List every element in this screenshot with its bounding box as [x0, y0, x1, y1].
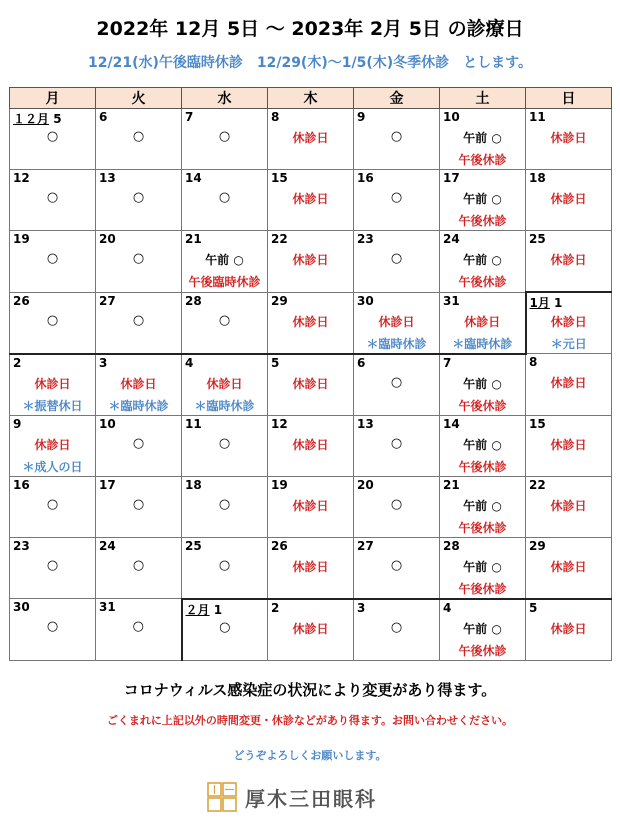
- day-value: 1: [213, 602, 223, 617]
- day-value: 4: [443, 600, 452, 615]
- status-label: 休診日: [292, 253, 329, 267]
- status-label: 休診日: [550, 376, 587, 390]
- status-label: 休診日: [550, 131, 587, 145]
- calendar-day-cell: [268, 415, 354, 476]
- status-label: 休診日: [292, 621, 329, 636]
- day-value: 9: [357, 110, 366, 124]
- day-value: 16: [357, 171, 374, 185]
- calendar-day-cell: [268, 537, 354, 599]
- day-number: [99, 539, 116, 553]
- day-number: [443, 110, 460, 124]
- calendar-day-cell: [354, 599, 440, 661]
- status-label: 休診日: [292, 314, 329, 329]
- calendar-day-cell: [268, 170, 354, 231]
- calendar-day-cell: [268, 231, 354, 293]
- status-label: 午後休診: [458, 520, 507, 535]
- calendar-day-cell: [354, 231, 440, 293]
- calendar-day-cell: [182, 170, 268, 231]
- covid-notice: コロナウィルス感染症の状況により変更があり得ます。: [123, 681, 497, 699]
- calendar-day-cell: [10, 170, 96, 231]
- day-number: [99, 171, 116, 185]
- day-value: 23: [13, 538, 30, 553]
- open-status: ○: [390, 374, 403, 390]
- day-number: [271, 171, 288, 185]
- open-status: ○: [132, 619, 144, 634]
- day-number: [13, 294, 30, 308]
- calendar-day-cell: [440, 292, 526, 354]
- day-number: [13, 478, 30, 492]
- day-value: 7: [185, 110, 194, 124]
- day-number: [185, 171, 202, 185]
- status-label: 休診日: [550, 621, 587, 636]
- calendar-day-cell: [354, 476, 440, 537]
- status-label: 午前 ○: [205, 253, 244, 267]
- status-label: 休診日: [292, 559, 329, 574]
- status-label: 休診日: [292, 376, 329, 391]
- open-status: ○: [46, 190, 59, 205]
- day-value: 24: [99, 538, 116, 553]
- day-value: 12: [271, 416, 288, 431]
- day-number: [357, 539, 374, 553]
- clinic-logo-icon: [207, 782, 237, 812]
- day-value: 2: [271, 600, 280, 615]
- day-value: 21: [185, 232, 202, 246]
- status-label: 休診日: [550, 315, 587, 329]
- day-value: 15: [529, 416, 546, 431]
- day-number: [185, 232, 202, 246]
- day-number: [529, 171, 546, 185]
- calendar-day-cell: [354, 109, 440, 170]
- status-label: 休診日: [292, 192, 329, 206]
- open-status: ○: [218, 190, 231, 205]
- calendar-day-cell: [10, 231, 96, 293]
- open-status: ○: [218, 129, 231, 144]
- day-number: [185, 294, 202, 308]
- day-value: 30: [357, 293, 374, 308]
- day-value: 11: [529, 110, 546, 124]
- day-value: 6: [99, 110, 108, 124]
- day-value: 16: [13, 477, 30, 492]
- holiday-note: ＊振替休日: [22, 398, 83, 413]
- day-number: [271, 539, 288, 553]
- day-value: 28: [185, 293, 202, 308]
- calendar-week-row: [10, 476, 612, 537]
- day-number: [185, 478, 202, 492]
- day-number: [99, 600, 116, 614]
- calendar-day-cell: [268, 476, 354, 537]
- weekday-thu: 木: [268, 88, 354, 109]
- day-value: 12: [13, 171, 30, 185]
- open-status: ○: [390, 496, 403, 512]
- calendar-day-cell: [182, 109, 268, 170]
- day-value: 26: [13, 293, 30, 308]
- holiday-note: ＊元日: [550, 337, 587, 351]
- day-number: [357, 110, 365, 124]
- calendar-day-cell: [182, 354, 268, 416]
- day-value: 13: [99, 171, 116, 185]
- day-value: 5: [271, 355, 280, 370]
- weekday-header-row: [10, 88, 612, 109]
- status-label: 午後休診: [458, 153, 507, 167]
- status-label: 午前 ○: [463, 437, 502, 452]
- day-number: [185, 417, 202, 431]
- day-value: 29: [271, 293, 288, 308]
- status-label: 午後臨時休診: [188, 275, 261, 289]
- day-value: 3: [357, 600, 366, 615]
- calendar-day-cell: [440, 354, 526, 416]
- day-number: [357, 417, 374, 431]
- calendar-day-cell: [10, 599, 96, 661]
- calendar-day-cell: [440, 170, 526, 231]
- day-value: 19: [13, 232, 30, 246]
- calendar-day-cell: [182, 476, 268, 537]
- month-label: 1月: [529, 296, 550, 310]
- open-status: ○: [46, 619, 59, 634]
- day-number: [443, 478, 460, 492]
- open-status: ○: [132, 557, 145, 573]
- open-status: ○: [218, 435, 231, 451]
- calendar-day-cell: [10, 476, 96, 537]
- open-status: ○: [390, 129, 403, 144]
- day-number: [530, 294, 563, 311]
- holiday-subtitle: 12/21(水)午後臨時休診 12/29(木)～1/5(木)冬季休診 とします。: [87, 55, 533, 71]
- open-status: ○: [132, 190, 145, 205]
- open-status: ○: [132, 435, 145, 451]
- day-number: [443, 356, 451, 370]
- calendar-day-cell: [10, 109, 96, 170]
- status-label: 休診日: [34, 376, 71, 391]
- day-number: [13, 232, 30, 246]
- day-number: [443, 417, 460, 431]
- day-value: 22: [271, 232, 288, 246]
- day-value: 25: [185, 538, 202, 553]
- status-label: 午後休診: [458, 214, 507, 228]
- calendar-day-cell: [526, 415, 612, 476]
- open-status: ○: [390, 435, 403, 451]
- calendar-day-cell: [96, 292, 182, 354]
- day-number: [443, 232, 460, 246]
- thanks-note: どうぞよろしくお願いします。: [233, 749, 387, 762]
- calendar-day-cell: [354, 292, 440, 354]
- calendar-day-cell: [182, 292, 268, 354]
- schedule-calendar: [9, 87, 612, 661]
- day-number: [185, 539, 202, 553]
- open-status: ○: [218, 496, 231, 512]
- status-label: 休診日: [550, 192, 587, 206]
- clinic-logo: [207, 780, 377, 814]
- calendar-day-cell: [526, 170, 612, 231]
- day-value: 31: [443, 293, 460, 308]
- calendar-week-row: [10, 537, 612, 599]
- calendar-day-cell: [182, 415, 268, 476]
- calendar-day-cell: [526, 537, 612, 599]
- calendar-week-row: [10, 415, 612, 476]
- calendar-day-cell: [268, 109, 354, 170]
- day-number: [529, 232, 546, 246]
- calendar-day-cell: [526, 109, 612, 170]
- status-label: 午後休診: [458, 581, 507, 596]
- day-value: 19: [271, 477, 288, 492]
- status-label: 午前 ○: [463, 376, 502, 391]
- day-number: [271, 601, 279, 615]
- holiday-note: ＊成人の日: [22, 459, 83, 474]
- day-number: [185, 356, 193, 370]
- calendar-day-cell: [96, 109, 182, 170]
- day-value: 29: [529, 538, 546, 553]
- calendar-day-cell: [96, 476, 182, 537]
- day-number: [185, 110, 193, 124]
- calendar-day-cell: [268, 292, 354, 354]
- day-number: [271, 294, 288, 308]
- holiday-note: ＊臨時休診: [194, 398, 255, 413]
- day-value: 14: [185, 171, 202, 185]
- calendar-day-cell: [526, 292, 612, 354]
- day-value: 25: [529, 232, 546, 246]
- calendar-day-cell: [10, 354, 96, 416]
- status-label: 午前 ○: [463, 253, 502, 267]
- status-label: 休診日: [292, 498, 329, 513]
- day-value: 23: [357, 232, 374, 246]
- day-value: 17: [443, 171, 460, 185]
- day-number: [99, 417, 116, 431]
- open-status: ○: [46, 129, 59, 144]
- calendar-day-cell: [354, 354, 440, 416]
- day-value: 5: [529, 600, 538, 615]
- status-label: 午前 ○: [463, 131, 502, 145]
- holiday-note: ＊臨時休診: [366, 336, 427, 351]
- calendar-day-cell: [440, 537, 526, 599]
- status-label: 午後休診: [458, 398, 507, 413]
- open-status: ○: [219, 619, 231, 635]
- day-number: [13, 356, 21, 370]
- day-value: 14: [443, 416, 460, 431]
- day-number: [357, 478, 374, 492]
- day-value: 10: [99, 416, 116, 431]
- day-number: [357, 232, 374, 246]
- day-value: 21: [443, 477, 460, 492]
- day-number: [443, 539, 460, 553]
- day-number: [99, 356, 107, 370]
- status-label: 休診日: [34, 437, 71, 452]
- open-status: ○: [46, 557, 59, 573]
- day-value: 3: [99, 355, 108, 370]
- calendar-day-cell: [10, 537, 96, 599]
- day-value: 17: [99, 477, 116, 492]
- day-number: [357, 356, 365, 370]
- status-label: 休診日: [550, 498, 587, 513]
- calendar-day-cell: [440, 415, 526, 476]
- weekday-sat: 土: [440, 88, 526, 109]
- day-number: [186, 601, 223, 618]
- open-status: ○: [132, 496, 145, 512]
- day-number: [99, 232, 116, 246]
- status-label: 午後休診: [458, 275, 507, 289]
- calendar-day-cell: [354, 537, 440, 599]
- day-value: 8: [529, 355, 538, 369]
- weekday-fri: 金: [354, 88, 440, 109]
- day-number: [271, 356, 279, 370]
- day-number: [357, 294, 374, 308]
- open-status: ○: [132, 251, 145, 266]
- calendar-day-cell: [440, 599, 526, 661]
- open-status: ○: [390, 190, 403, 205]
- day-number: [529, 601, 537, 615]
- weekday-tue: 火: [96, 88, 182, 109]
- calendar-day-cell: [96, 537, 182, 599]
- status-label: 午前 ○: [463, 192, 502, 206]
- calendar-day-cell: [526, 231, 612, 293]
- day-number: [357, 601, 365, 615]
- calendar-day-cell: [440, 109, 526, 170]
- day-number: [13, 417, 21, 431]
- status-label: 午前 ○: [463, 621, 502, 636]
- status-label: 休診日: [550, 437, 587, 452]
- holiday-note: ＊臨時休診: [108, 398, 169, 413]
- status-label: 休診日: [464, 314, 501, 329]
- day-value: 7: [443, 355, 452, 370]
- day-number: [443, 294, 460, 308]
- calendar-week-row: [10, 292, 612, 354]
- calendar-day-cell: [354, 415, 440, 476]
- calendar-day-cell: [440, 476, 526, 537]
- day-value: 1: [554, 296, 563, 310]
- calendar-day-cell: [10, 415, 96, 476]
- day-value: 13: [357, 416, 374, 431]
- day-value: 20: [357, 477, 374, 492]
- day-value: 28: [443, 538, 460, 553]
- open-status: ○: [46, 251, 59, 266]
- calendar-day-cell: [526, 599, 612, 661]
- day-value: 24: [443, 232, 460, 246]
- day-value: 9: [13, 416, 22, 431]
- open-status: ○: [46, 496, 59, 512]
- change-notice: ごくまれに上記以外の時間変更・休診などがあり得ます。お問い合わせください。: [106, 714, 514, 727]
- status-label: 午前 ○: [463, 559, 502, 574]
- month-label: １２月: [13, 112, 50, 126]
- day-number: [529, 417, 546, 431]
- day-value: 6: [357, 355, 366, 370]
- calendar-day-cell: [182, 231, 268, 293]
- weekday-wed: 水: [182, 88, 268, 109]
- calendar-day-cell: [182, 537, 268, 599]
- holiday-note: ＊臨時休診: [452, 336, 513, 351]
- calendar-day-cell: [10, 292, 96, 354]
- calendar-day-cell: [268, 599, 354, 661]
- calendar-week-row: [10, 599, 612, 661]
- day-value: 27: [99, 293, 116, 308]
- status-label: 休診日: [292, 437, 329, 452]
- day-value: 11: [185, 416, 202, 431]
- weekday-mon: 月: [10, 88, 96, 109]
- open-status: ○: [46, 312, 59, 328]
- weekday-sun: 日: [526, 88, 612, 109]
- day-number: [13, 110, 62, 127]
- calendar-day-cell: [268, 354, 354, 416]
- calendar-day-cell: [526, 354, 612, 416]
- day-number: [529, 539, 546, 553]
- open-status: ○: [390, 557, 403, 573]
- open-status: ○: [132, 129, 145, 144]
- day-value: 8: [271, 110, 280, 124]
- calendar-day-cell: [96, 599, 182, 661]
- calendar-week-row: [10, 170, 612, 231]
- calendar-day-cell: [440, 231, 526, 293]
- day-value: 10: [443, 110, 460, 124]
- day-number: [99, 294, 116, 308]
- calendar-day-cell: [526, 476, 612, 537]
- day-number: [271, 232, 288, 246]
- day-value: 4: [185, 355, 194, 370]
- day-value: 5: [53, 112, 62, 126]
- day-number: [99, 478, 116, 492]
- day-value: 26: [271, 538, 288, 553]
- day-number: [271, 417, 288, 431]
- day-value: 18: [185, 477, 202, 492]
- open-status: ○: [390, 619, 403, 635]
- day-number: [271, 478, 288, 492]
- day-number: [13, 539, 30, 553]
- day-number: [357, 171, 374, 185]
- calendar-day-cell: [182, 599, 268, 661]
- day-number: [529, 355, 537, 369]
- open-status: ○: [218, 557, 231, 573]
- day-value: 2: [13, 355, 22, 370]
- day-value: 27: [357, 538, 374, 553]
- calendar-day-cell: [96, 415, 182, 476]
- open-status: ○: [390, 251, 403, 266]
- open-status: ○: [218, 312, 231, 328]
- status-label: 休診日: [120, 376, 157, 391]
- calendar-day-cell: [96, 354, 182, 416]
- day-value: 15: [271, 171, 288, 185]
- status-label: 午後休診: [458, 643, 507, 658]
- status-label: 休診日: [378, 314, 415, 329]
- day-value: 20: [99, 232, 116, 246]
- calendar-day-cell: [96, 231, 182, 293]
- day-number: [529, 478, 546, 492]
- clinic-name: 厚木三田眼科: [245, 786, 377, 811]
- day-number: [13, 171, 30, 185]
- status-label: 休診日: [550, 253, 587, 267]
- day-value: 22: [529, 477, 546, 492]
- calendar-week-row: [10, 109, 612, 170]
- day-value: 31: [99, 600, 116, 614]
- day-number: [443, 171, 460, 185]
- calendar-week-row: [10, 354, 612, 416]
- day-number: [99, 110, 107, 124]
- calendar-week-row: [10, 231, 612, 293]
- status-label: 休診日: [550, 559, 587, 574]
- calendar-day-cell: [96, 170, 182, 231]
- day-number: [529, 110, 546, 124]
- status-label: 午後休診: [458, 459, 507, 474]
- day-number: [13, 600, 30, 614]
- day-value: 18: [529, 171, 546, 185]
- month-label: ２月: [185, 602, 210, 617]
- calendar-day-cell: [354, 170, 440, 231]
- open-status: ○: [132, 312, 145, 328]
- status-label: 午前 ○: [463, 498, 502, 513]
- status-label: 休診日: [206, 376, 243, 391]
- day-number: [271, 110, 279, 124]
- day-value: 30: [13, 600, 30, 614]
- status-label: 休診日: [292, 131, 329, 145]
- day-number: [443, 601, 451, 615]
- page-title: 2022年 12月 5日 ～ 2023年 2月 5日 の診療日: [96, 18, 524, 40]
